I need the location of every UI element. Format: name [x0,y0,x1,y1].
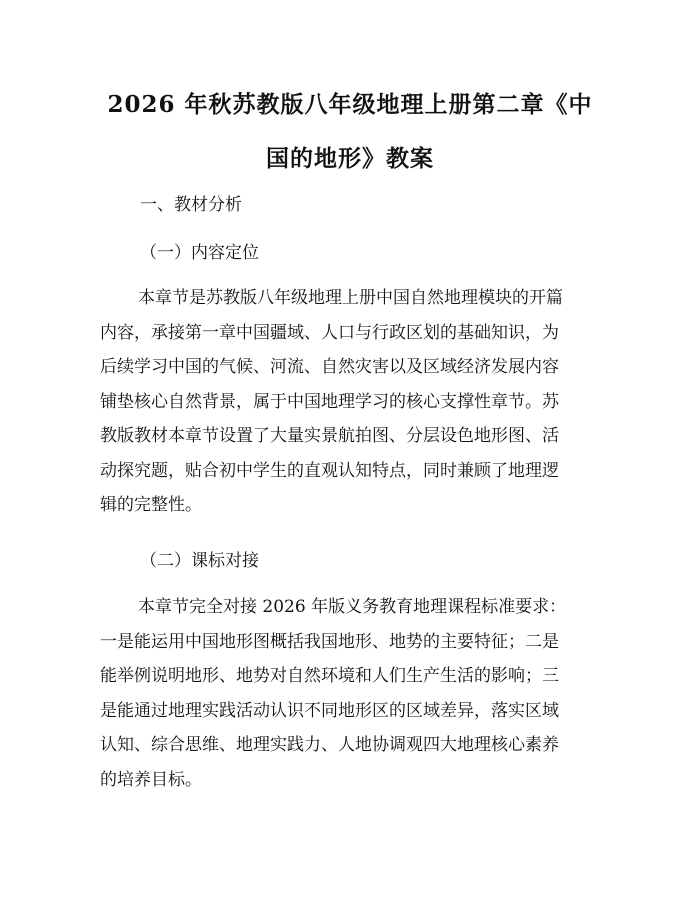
paragraph-line: 本章节是苏教版八年级地理上册中国自然地理模块的开篇 [138,288,563,308]
paragraph-curriculum-alignment [100,590,600,797]
section-heading-textbook-analysis: 一、教材分析 [140,195,242,215]
paragraph-line: 本章节完全对接 2026 年版义务教育地理课程标准要求： [138,597,567,617]
document-title-line-2: 国的地形》教案 [266,145,434,172]
paragraph-line: 一是能运用中国地形图概括我国地形、地势的主要特征；二是 [100,631,559,652]
paragraph-line: 教版教材本章节设置了大量实景航拍图、分层设色地形图、活 [100,426,559,446]
paragraph-line: 辑的完整性。 [100,495,202,515]
subsection-heading-curriculum-alignment: （二）课标对接 [140,551,259,571]
paragraph-line: 内容，承接第一章中国疆域、人口与行政区划的基础知识，为 [100,322,559,343]
paragraph-line: 的培养目标。 [100,769,202,790]
paragraph-line: 能举例说明地形、地势对自然环境和人们生产生活的影响；三 [100,666,559,686]
paragraph-line: 动探究题，贴合初中学生的直观认知特点，同时兼顾了地理逻 [100,460,559,481]
subsection-heading-content-positioning: （一）内容定位 [140,243,259,263]
paragraph-line: 后续学习中国的气候、河流、自然灾害以及区域经济发展内容 [100,357,559,377]
paragraph-line: 认知、综合思维、地理实践力、人地协调观四大地理核心素养 [100,735,559,755]
paragraph-content-positioning [100,281,600,523]
paragraph-line: 是能通过地理实践活动认识不同地形区的区域差异，落实区域 [100,700,559,721]
document-title-line-1: 2026 年秋苏教版八年级地理上册第二章《中 [107,91,593,118]
paragraph-line: 铺垫核心自然背景，属于中国地理学习的核心支撑性章节。苏 [100,391,559,412]
